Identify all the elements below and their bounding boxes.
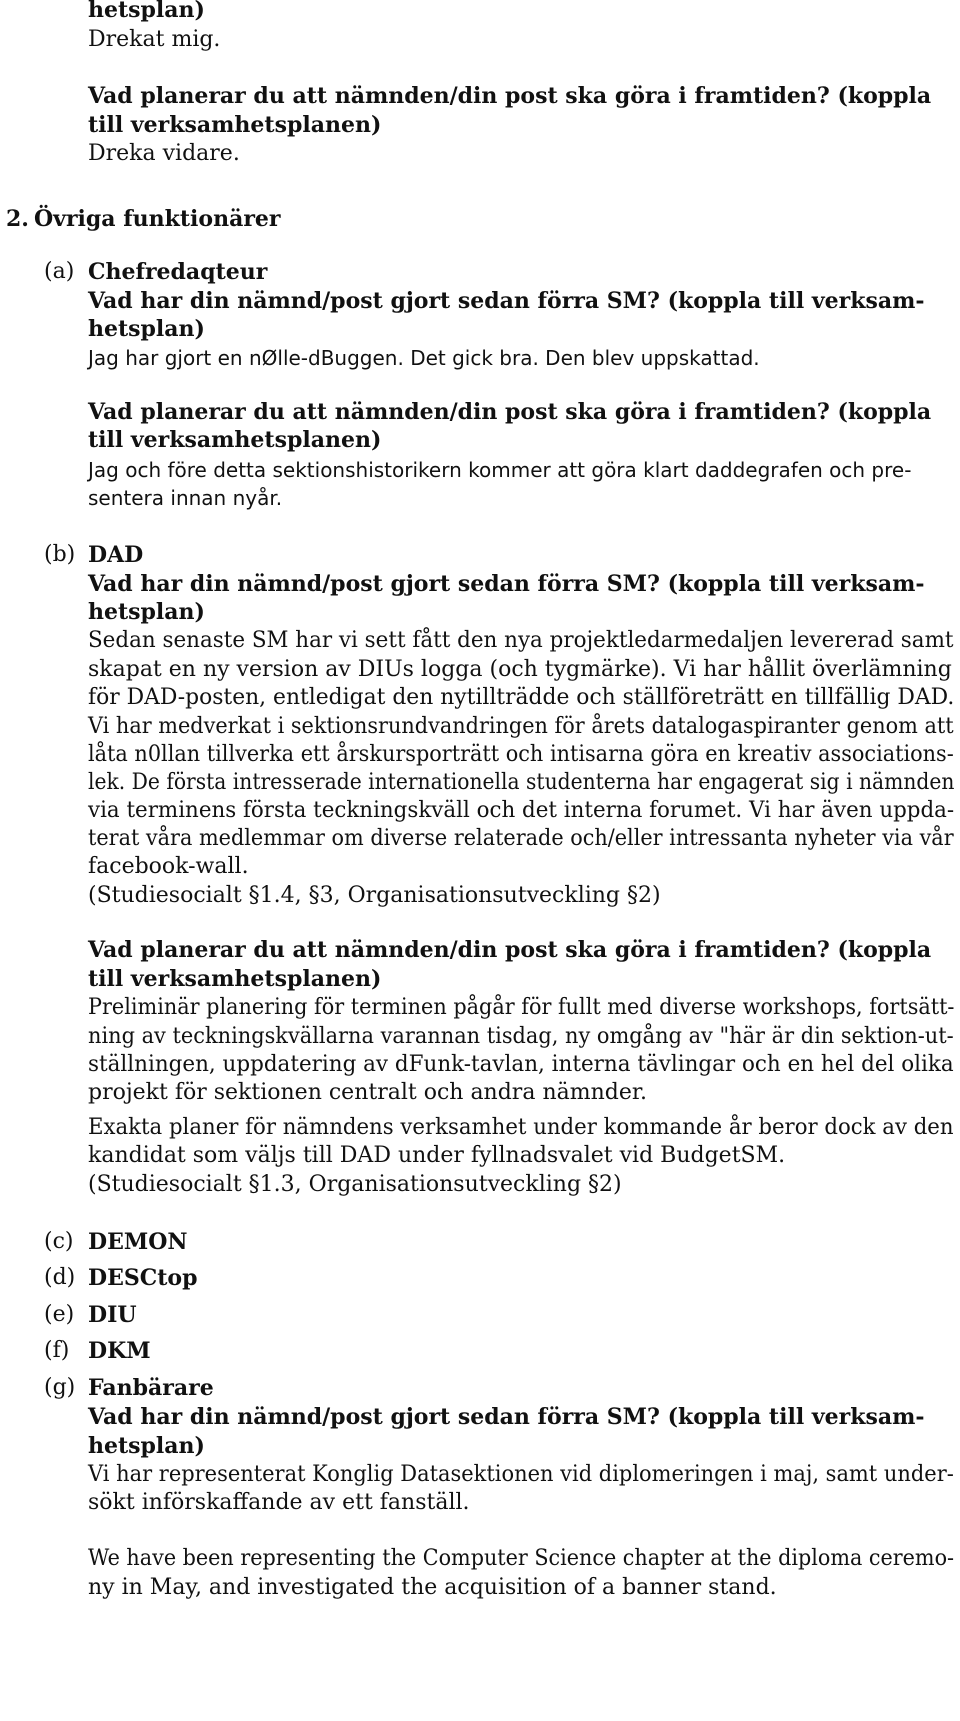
answer-text: Jag har gjort en nØlle-dBuggen. Det gick bra. Den blev uppskattad. xyxy=(88,346,760,370)
section-title: Övriga funktionärer xyxy=(34,206,281,232)
question-tail: hetsplan) xyxy=(88,0,205,23)
answer-line: lek. De första intresserade internationella studenterna har engagerat sig i nämnden xyxy=(88,770,955,795)
answer-line: skapat en ny version av DIUs logga (och tygmärke). Vi har hållit överlämning xyxy=(88,657,952,682)
item-title: Chefredaqteur xyxy=(88,259,268,285)
question-heading: Vad planerar du att nämnden/din post ska göra i framtiden? (koppla xyxy=(88,83,932,109)
question-heading: Vad har din nämnd/post gjort sedan förra SM? (koppla till verksam- xyxy=(88,288,925,314)
item-title: Fanbärare xyxy=(88,1375,214,1401)
item-label: (c) xyxy=(44,1229,74,1254)
answer-line: Vi har medverkat i sektionsrundvandringen för årets datalogaspiranter genom att xyxy=(88,714,954,739)
answer-line: projekt för sektionen centralt och andra nämnder. xyxy=(88,1080,647,1105)
item-label: (d) xyxy=(44,1265,76,1290)
question-heading: hetsplan) xyxy=(88,316,205,342)
answer-line: Exakta planer för nämndens verksamhet under kommande år beror dock av den xyxy=(88,1115,954,1140)
english-answer-line: We have been representing the Computer Science chapter at the diploma ceremo- xyxy=(88,1546,955,1571)
item-title: DESCtop xyxy=(88,1265,198,1291)
question-heading: hetsplan) xyxy=(88,1433,205,1459)
item-label: (a) xyxy=(44,259,75,284)
question-heading: till verksamhetsplanen) xyxy=(88,427,382,453)
question-heading: Vad har din nämnd/post gjort sedan förra SM? (koppla till verksam- xyxy=(88,1404,925,1430)
question-heading: Vad har din nämnd/post gjort sedan förra SM? (koppla till verksam- xyxy=(88,571,925,597)
answer-line: Vi har representerat Konglig Datasektionen vid diplomeringen i maj, samt under- xyxy=(88,1462,954,1487)
item-label: (e) xyxy=(44,1302,75,1327)
section-number: 2. xyxy=(6,206,29,232)
question-heading: till verksamhetsplanen) xyxy=(88,112,382,138)
reference-text: (Studiesocialt §1.3, Organisationsutveckling §2) xyxy=(88,1172,622,1197)
answer-text: Drekat mig. xyxy=(88,27,221,52)
answer-line: ning av teckningskvällarna varannan tisdag, ny omgång av "här är din sektion-ut- xyxy=(88,1024,954,1049)
answer-text: Dreka vidare. xyxy=(88,141,240,166)
item-title: DKM xyxy=(88,1338,151,1364)
answer-line: för DAD-posten, entledigat den nytillträdde och ställföreträtt en tillfällig DAD. xyxy=(88,685,955,710)
item-label: (g) xyxy=(44,1375,76,1400)
answer-line: via terminens första teckningskväll och det interna forumet. Vi har även uppda- xyxy=(88,798,955,823)
item-label: (f) xyxy=(44,1338,70,1363)
item-label: (b) xyxy=(44,542,76,567)
english-answer-line: ny in May, and investigated the acquisition of a banner stand. xyxy=(88,1575,777,1600)
answer-text: sentera innan nyår. xyxy=(88,486,283,510)
item-title: DEMON xyxy=(88,1229,188,1255)
item-title: DAD xyxy=(88,542,144,568)
question-heading: hetsplan) xyxy=(88,599,205,625)
item-title: DIU xyxy=(88,1302,137,1328)
question-heading: Vad planerar du att nämnden/din post ska göra i framtiden? (koppla xyxy=(88,399,932,425)
answer-line: facebook-wall. xyxy=(88,854,249,879)
answer-line: terat våra medlemmar om diverse relaterade och/eller intressanta nyheter via vår xyxy=(88,826,954,851)
reference-text: (Studiesocialt §1.4, §3, Organisationsutveckling §2) xyxy=(88,883,661,908)
answer-line: låta n0llan tillverka ett årskursporträtt och intisarna göra en kreativ associations- xyxy=(88,742,954,767)
question-heading: Vad planerar du att nämnden/din post ska göra i framtiden? (koppla xyxy=(88,937,932,963)
answer-text: Jag och före detta sektionshistorikern kommer att göra klart daddegrafen och pre- xyxy=(88,458,912,482)
answer-line: sökt införskaffande av ett fanställ. xyxy=(88,1490,470,1515)
answer-line: ställningen, uppdatering av dFunk-tavlan, interna tävlingar och en hel del olika xyxy=(88,1052,954,1077)
answer-line: kandidat som väljs till DAD under fyllnadsvalet vid BudgetSM. xyxy=(88,1143,786,1168)
answer-line: Sedan senaste SM har vi sett fått den nya projektledarmedaljen levererad samt xyxy=(88,628,954,653)
answer-line: Preliminär planering för terminen pågår för fullt med diverse workshops, fortsätt- xyxy=(88,995,955,1020)
question-heading: till verksamhetsplanen) xyxy=(88,966,382,992)
